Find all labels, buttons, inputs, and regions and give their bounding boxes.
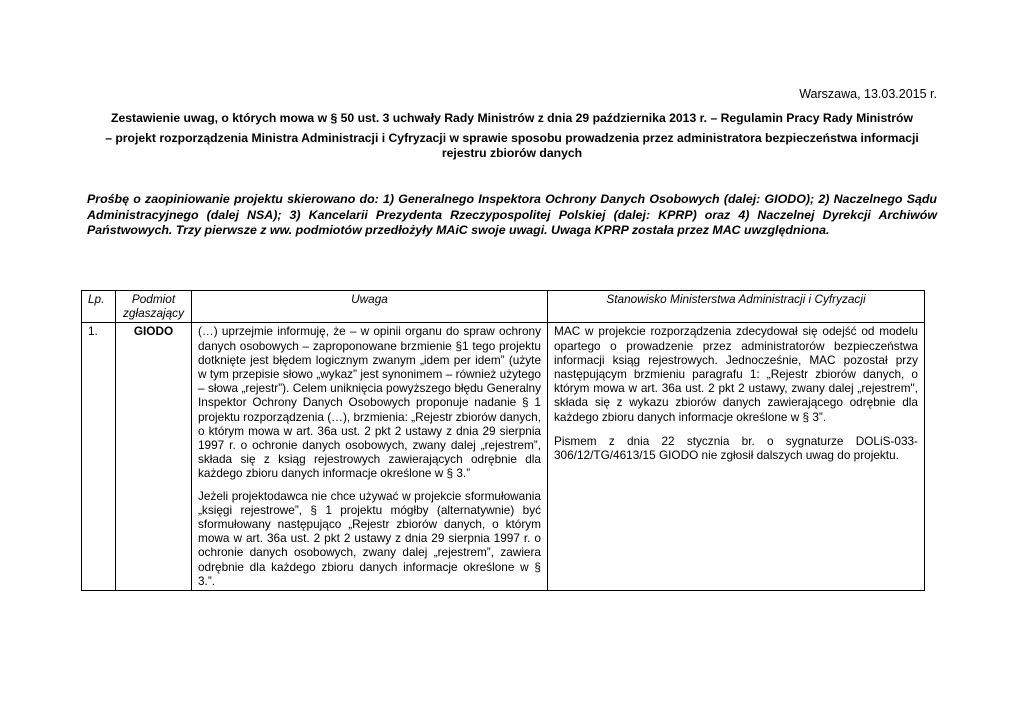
document-title-line2: – projekt rozporządzenia Ministra Administracji i Cyfryzacji w sprawie sposobu prowadzenia przez administratora bezpieczeństwa informacji rejestru zbiorów danych	[105, 131, 919, 160]
header-podmiot: Podmiot zgłaszający	[116, 291, 192, 323]
document-title-line1: Zestawienie uwag, o których mowa w § 50 ust. 3 uchwały Rady Ministrów z dnia 29 października 2013 r. – Regulamin Pracy Rady Ministrów	[111, 111, 913, 125]
stanowisko-paragraph-2: Pismem z dnia 22 stycznia br. o sygnaturze DOLiS-033-306/12/TG/4613/15 GIODO nie zgłosił dalszych uwag do projektu.	[554, 433, 918, 463]
table-header-row	[82, 291, 925, 323]
header-lp: Lp.	[82, 291, 116, 323]
header-uwaga: Uwaga	[192, 291, 548, 323]
row-podmiot: GIODO	[116, 323, 192, 591]
document-date: Warszawa, 13.03.2015 r.	[799, 87, 937, 101]
uwaga-paragraph-2: Jeżeli projektodawca nie chce używać w projekcie sformułowania „księgi rejestrowe”, § 1 projektu mógłby (alternatywnie) być sformułowany następująco „Rejestr zbiorów danych, o którym mowa w art. 36a ust. 2 pkt 2 ustawy z dnia 29 sierpnia 1997 r. o ochronie danych osobowych, zwany dalej „rejestrem”, zawiera odrębnie dla każdego zbioru danych informacje określone w § 3.”.	[198, 488, 541, 588]
uwaga-paragraph-1: (…) uprzejmie informuję, że – w opinii organu do spraw ochrony danych osobowych – zaproponowane brzmienie §1 tego projektu dotknięte jest błędem logicznym zwanym „idem per idem” (użyte w tym przepisie słowo „wykaz” jest synonimem – również użytego – słowa „rejestr”). Celem uniknięcia powyższego błędu Generalny Inspektor Ochrony Danych Osobowych proponuje nadanie § 1 projektu rozporządzenia (…), brzmienia: „Rejestr zbiorów danych, o którym mowa w art. 36a ust. 2 pkt 2 ustawy z dnia 29 sierpnia 1997 r. o ochronie danych osobowych, zwany dalej „rejestrem”, składa się z ksiąg rejestrowych zawierających odrębnie dla każdego zbioru danych informacje określone w § 3.”	[198, 324, 541, 481]
intro-paragraph: Prośbę o zaopiniowanie projektu skierowano do: 1) Generalnego Inspektora Ochrony Danych Osobowych (dalej: GIODO); 2) Naczelnego Sądu Administracyjnego (dalej NSA); 3) Kancelarii Prezydenta Rzeczypospolitej Polskiej (dalej: KPRP) oraz 4) Naczelnej Dyrekcji Archiwów Państwowych. Trzy pierwsze z ww. podmiotów przedłożyły MAiC swoje uwagi. Uwaga KPRP została przez MAC uwzględniona.	[87, 192, 937, 237]
table-row	[82, 323, 925, 591]
row-uwaga	[192, 323, 548, 591]
row-stanowisko	[548, 323, 925, 591]
comments-table	[81, 290, 925, 591]
row-lp: 1.	[82, 323, 116, 591]
header-stanowisko: Stanowisko Ministerstwa Administracji i Cyfryzacji	[548, 291, 925, 323]
stanowisko-paragraph-1: MAC w projekcie rozporządzenia zdecydował się odejść od modelu opartego o prowadzenie przez administratorów bezpieczeństwa informacji ksiąg rejestrowych. Jednocześnie, MAC pozostał przy następującym brzmieniu paragrafu 1: „Rejestr zbiorów danych, o którym mowa w art. 36a ust. 2 pkt 2 ustawy, zwany dalej „rejestrem", składa się z wykazu zbiorów danych zawierającego odrębnie dla każdego zbioru danych informacje określone w § 3”.	[554, 324, 918, 424]
